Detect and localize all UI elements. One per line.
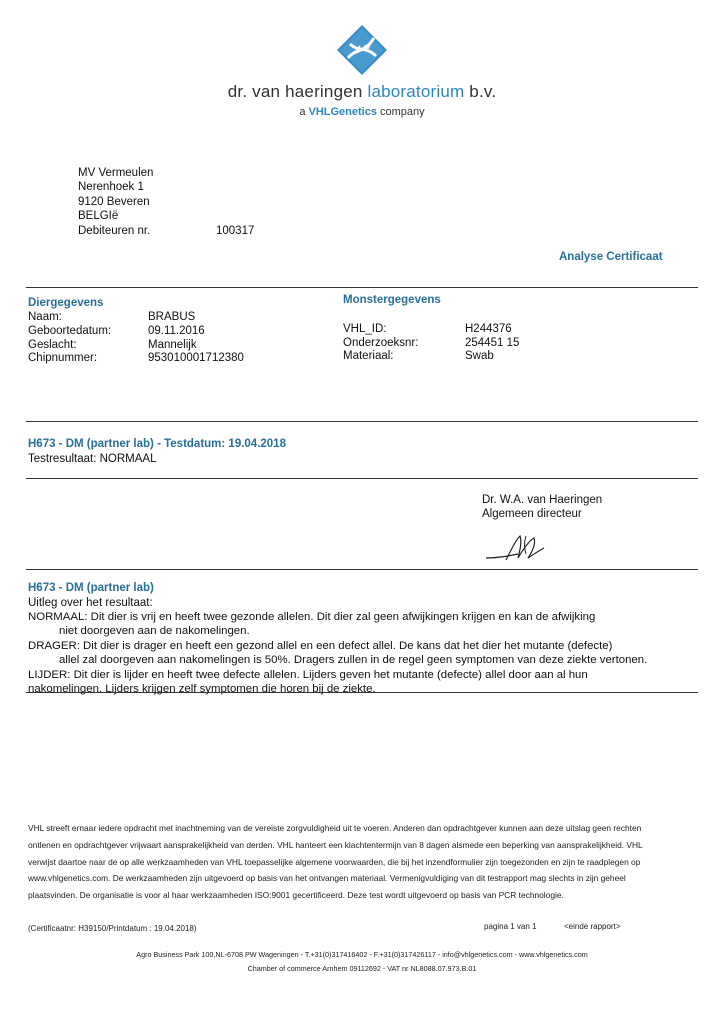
animal-label: Chipnummer:	[28, 352, 98, 364]
certificate-number: (Certificaatnr: H39150/Printdatum : 19.04.2018)	[28, 924, 197, 933]
sample-value: 254451 15	[465, 337, 520, 349]
address-street: Nerenhoek 1	[78, 181, 144, 193]
page-number: pagina 1 van 1	[484, 922, 537, 931]
address-city: 9120 Beveren	[78, 196, 150, 208]
logo	[336, 24, 388, 76]
explanation-line: NORMAAL: Dit dier is vrij en heeft twee gezonde allelen. Dit dier zal geen afwijkingen krijgen en kan de afwijking	[28, 611, 596, 623]
dna-diamond-icon	[336, 24, 388, 76]
lab-name	[0, 82, 724, 102]
test-heading: H673 - DM (partner lab) - Testdatum: 19.04.2018	[28, 438, 286, 450]
animal-label: Geboortedatum:	[28, 325, 112, 337]
explanation-line: nakomelingen. Lijders krijgen zelf symptomen die horen bij de ziekte.	[28, 683, 376, 695]
signature-mark	[482, 528, 552, 566]
sample-value: H244376	[465, 323, 512, 335]
tagline-brand: VHLGenetics	[308, 106, 377, 118]
address-country: BELGIë	[78, 210, 119, 222]
debtor-label: Debiteuren nr.	[78, 225, 151, 237]
signer-name: Dr. W.A. van Haeringen	[482, 494, 603, 506]
animal-label: Geslacht:	[28, 339, 77, 351]
tagline-suffix: company	[380, 106, 425, 118]
address-name: MV Vermeulen	[78, 167, 154, 179]
test-result: Testresultaat: NORMAAL	[28, 453, 157, 465]
animal-heading: Diergegevens	[28, 297, 104, 309]
animal-value: 09.11.2016	[148, 325, 205, 337]
animal-value: BRABUS	[148, 311, 196, 323]
lab-name-prefix: dr. van haeringen	[227, 82, 363, 101]
sample-heading: Monstergegevens	[343, 294, 441, 306]
end-report: <einde rapport>	[564, 922, 621, 931]
chamber-of-commerce: Chamber of commerce Arnhem 09112692 - VAT nr NL8088.07.973.B.01	[247, 964, 477, 973]
certificate-title: Analyse Certificaat	[559, 251, 663, 263]
divider	[26, 569, 698, 570]
animal-label: Naam:	[28, 311, 62, 323]
animal-value: 953010001712380	[148, 352, 244, 364]
lab-tagline	[0, 106, 724, 118]
explanation-line: LIJDER: Dit dier is lijder en heeft twee defecte allelen. Lijders geven het mutante (defecte) allel door aan al hun	[28, 669, 588, 681]
company-address: Agro Business Park 100,NL-6708 PW Wageningen - T.+31(0)317416402 - F.+31(0)317426117 - info@vhlgenetics.com - www.vhlgenetics.com	[136, 950, 588, 959]
lab-name-accent: laboratorium	[367, 82, 465, 101]
disclaimer: VHL streeft ernaar iedere opdracht met inachtneming van de vereiste zorgvuldigheid uit te voeren. Anderen dan opdrachtgever kunnen aan deze uitslag geen rechten ontlenen en opdrachtgever vrijwaart aansprakelijkheid van derden. VHL hanteert een klachtentermijn van 8 dagen alsmede een beperking van aansprakelijkheid. VHL verwijst daartoe naar de op alle werkzaamheden van VHL toepasselijke algemene voorwaarden, die bij het inzendformulier zijn toegezonden en zijn te raadplegen op www.vhlgenetics.com. De werkzaamheden zijn uitgevoerd op basis van het ontvangen materiaal. Vermenigvuldiging van dit testrapport mag slechts in zijn geheel plaatsvinden. De organisatie is voor al haar werkzaamheden ISO:9001 gecertificeerd. Deze test wordt uitgevoerd op basis van PCR technologie.	[28, 823, 643, 901]
divider	[26, 692, 698, 693]
signer-title: Algemeen directeur	[482, 508, 582, 520]
sample-value: Swab	[465, 350, 494, 362]
explanation-heading: H673 - DM (partner lab)	[28, 582, 154, 594]
debtor-value: 100317	[216, 225, 255, 237]
explanation-intro: Uitleg over het resultaat:	[28, 597, 153, 609]
divider	[26, 287, 698, 288]
explanation-line: allel zal doorgeven aan nakomelingen is 50%. Dragers zullen in de regel geen symptomen van deze ziekte vertonen.	[59, 654, 648, 666]
animal-value: Mannelijk	[148, 339, 197, 351]
sample-label: Materiaal:	[343, 350, 394, 362]
tagline-prefix: a	[299, 106, 306, 118]
divider	[26, 421, 698, 422]
explanation-line: niet doorgeven aan de nakomelingen.	[59, 625, 250, 637]
sample-label: Onderzoeksnr:	[343, 337, 419, 349]
sample-label: VHL_ID:	[343, 323, 387, 335]
lab-name-suffix: b.v.	[469, 82, 497, 101]
divider	[26, 478, 698, 479]
explanation-line: DRAGER: Dit dier is drager en heeft een gezond allel en een defect allel. De kans dat het dier het mutante (defecte)	[28, 640, 613, 652]
